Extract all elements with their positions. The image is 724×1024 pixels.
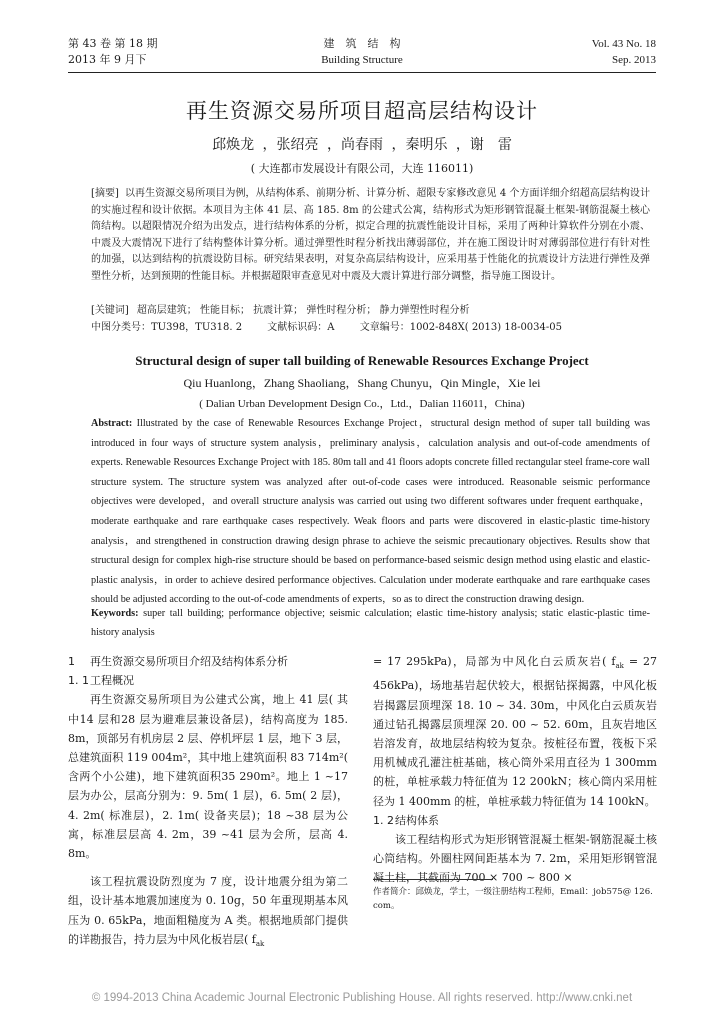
paper-title-en: Structural design of super tall building of Renewable Resources Exchange Project (135, 353, 589, 368)
abstract-en-text: Illustrated by the case of Renewable Resources Exchange Project，structural design method of super tall building was introduced in four ways of structure system analysis，preliminary analysis，calculation analysis and out-of-code amendments of experts. Renewable Resources Exchange Project with 185. 80m tall and 41 floors adopts concrete filled rectangular steel frame-core wall structure system. The structure system was analyzed after out-of-code cases were introduced. Reasonable seismic performance objectives were developed，and overall structure analysis was carried out using two different softwares under frequent earthquake，moderate earthquake and rare earthquake cases respectively. Weak floors and parts were discovered in elastic-plastic time-history analysis，and strengthened in construction drawing design phrase to achieve the seismic precautionary objectives. Results show that structural design for complex high-rise structure should be based on performance-based seismic design method using elastic and elastic-plastic analysis，in order to achieve desired performance objectives. Calculation under moderate earthquake and rare earthquake cases should be adjusted according to the out-of-code amendments of experts，so as to direct the construction drawing design. (91, 418, 651, 606)
section-1-2-number: 1. 2 (373, 813, 394, 827)
paragraph-foundation-lead: = 17 295kPa)，局部为中风化白云质灰岩( f (373, 655, 616, 668)
body-column-left (68, 652, 348, 954)
paragraph-foundation: = 17 295kPa)，局部为中风化白云质灰岩( $f_{ak} = 27$ 456kPa)，场地基岩起伏较大，根据钻探揭露，中风化板岩揭露层顶埋深 18. 10 ~ 34. 30m，中风化白云质灰岩通过钻孔揭露层顶埋深 20. 00 ~ 52. 60m，且灰岩地区岩溶发育，故地层结构较为复杂。按桩径布置，筏板下采用机械成孔灌注桩基础，核心筒外采用直径为 1 300mm 的桩，单桩承载力特征值为 12 200kN；核心筒内采用桩径为 1 400mm 的桩，单桩承载力特征值为 14 100kN。 (373, 655, 657, 808)
journal-name-zh: 建 筑 结 构 (323, 37, 401, 50)
abstract-en (91, 414, 650, 610)
section-1-1-title: 工程概况 (90, 674, 134, 688)
author-footnote: 作者简介：邱焕龙，学士，一级注册结构工程师，Email：job575@ 126. com。 (373, 887, 653, 911)
keywords-en-text: super tall building; performance objective; seismic calculation; elastic time-history analysis; static elastic-plastic time-history analysis (91, 608, 651, 638)
classification-zh (91, 320, 650, 336)
keywords-en (91, 604, 650, 642)
section-1-1-number: 1. 1 (68, 674, 89, 688)
document-code: 文献标识码：A (267, 322, 335, 333)
paper-title-zh: 再生资源交易所项目超高层结构设计 (186, 99, 538, 123)
authors-en: Qiu Huanlong，Zhang Shaoliang，Shang Chunyu，Qin Mingle，Xie lei (183, 376, 541, 390)
keywords-en-label: Keywords: (91, 608, 139, 619)
date-en: Sep. 2013 (612, 54, 656, 66)
paragraph-foundation-text: = 27 456kPa)，场地基岩起伏较大，根据钻探揭露，中风化板岩揭露层顶埋深 18. 10 ~ 34. 30m，中风化白云质灰岩通过钻孔揭露层顶埋深 20. 00 ~ 52. 60m，且灰岩地区岩溶发育，故地层结构较为复杂。按桩径布置，筏板下采用机械成孔灌注桩基础，核心筒外采用直径为 1 300mm 的桩，单桩承载力特征值为 12 200kN；核心筒内采用桩径为 1 400mm 的桩，单桩承载力特征值为 14 100kN。 (373, 655, 657, 808)
issue-zh: 第 43 卷 第 18 期 (68, 37, 158, 50)
article-number: 文章编号：1002-848X( 2013) 18-0034-05 (359, 322, 563, 333)
section-1-1-heading (68, 671, 348, 690)
footnote-rule (373, 879, 493, 880)
section-1-heading (68, 652, 348, 671)
paragraph-structure-system: 该工程结构形式为矩形钢管混凝土框架-钢筋混凝土核心筒结构。外圈柱网间距基本为 7. 2m，采用矩形钢管混凝土柱，其截面为 700 × 700 ~ 800 × (373, 833, 657, 885)
section-1-2-title: 结构体系 (395, 813, 439, 827)
body-column-right (373, 652, 657, 888)
journal-name-en: Building Structure (321, 54, 403, 66)
header-right (592, 36, 656, 68)
date-zh: 2013 年 9 月下 (68, 53, 147, 66)
section-1-number: 1 (68, 655, 75, 668)
abstract-zh (91, 186, 650, 286)
abstract-en-label: Abstract: (91, 418, 133, 429)
keywords-zh-text: 超高层建筑； 性能目标； 抗震计算； 弹性时程分析； 静力弹塑性时程分析 (136, 305, 470, 316)
abstract-zh-text: 以再生资源交易所项目为例，从结构体系、前期分析、计算分析、超限专家修改意见 4 个方面详细介绍超高层结构设计的实施过程和设计依据。本项目为主体 41 层、高 185. 8m 的公建式公寓，结构形式为矩形钢管混凝土框架-钢筋混凝土核心筒结构。以超限情况介绍为出发点，进行结构体系的分析，拟定合理的抗震性能设计目标，采用了两种计算软件分别在小震、中震及大震情况下进行了结构整体计算分析。通过弹塑性时程分析找出薄弱部位，并在施工图设计时对薄弱部位进行有针对性的加强，以达到结构的抗震设防目标。研究结果表明，对复杂高层结构设计，应采用基于性能化的抗震设计方法进行弹性及弹塑性分析，达到预期的性能目标。并根据超限审查意见对中震及大震计算进行部分调整，指导施工图设计。 (91, 188, 650, 282)
section-1-2-heading (373, 811, 657, 830)
paragraph-seismic: 该工程抗震设防烈度为 7 度，设计地震分组为第二组，设计基本地震加速度为 0. 10g，50 年重现期基本风压为 0. 65kPa，地面粗糙度为 A 类。根据地质部门提供的详勘报告，持力层为中风化板岩层( $f_{ak}$ (68, 875, 348, 949)
header-rule (68, 72, 656, 73)
paragraph-seismic-text: 该工程抗震设防烈度为 7 度，设计地震分组为第二组，设计基本地震加速度为 0. 10g，50 年重现期基本风压为 0. 65kPa，地面粗糙度为 A 类。根据地质部门提供的详勘报告，持力层为中风化板岩层( f (68, 875, 348, 946)
section-1-title: 再生资源交易所项目介绍及结构体系分析 (90, 655, 288, 668)
header-center (68, 36, 656, 68)
keywords-zh (91, 303, 650, 319)
running-header (68, 36, 656, 70)
abstract-zh-label: [摘要] (91, 188, 119, 199)
affiliation-en: ( Dalian Urban Development Design Co.，Ltd.，Dalian 116011，China) (199, 398, 525, 410)
affiliation-zh: ( 大连都市发展设计有限公司，大连 116011) (250, 162, 474, 175)
issue-en: Vol. 43 No. 18 (591, 38, 656, 50)
keywords-zh-label: [关键词] (91, 305, 129, 316)
paragraph-overview: 再生资源交易所项目为公建式公寓，地上 41 层( 其中14 层和28 层为避难层兼设备层)，结构高度为 185. 8m，顶部另有机房层 2 层、停机坪层 1 层，地下 3 层，总建筑面积 119 004m²，其中地上建筑面积 83 714m²( 含两个小公建)，地下建筑面积35 290m²。地上 1 ~17 层为办公，层高分别为：9. 5m( 1 层)，6. 5m( 2 层)，4. 2m( 标准层)，2. 1m( 设备夹层)；18 ~38 层为公寓，标准层层高 4. 2m，39 ~41 层为会所，层高 4. 8m。 (68, 693, 348, 861)
copyright-watermark: © 1994-2013 China Academic Journal Electronic Publishing House. All rights reserved. http://www.cnki.net (91, 992, 633, 1004)
authors-zh: 邱焕龙 ，张绍亮 ，尚春雨 ，秦明乐 ，谢 雷 (212, 137, 512, 153)
clc-number: 中图分类号：TU398，TU318. 2 (91, 322, 243, 333)
